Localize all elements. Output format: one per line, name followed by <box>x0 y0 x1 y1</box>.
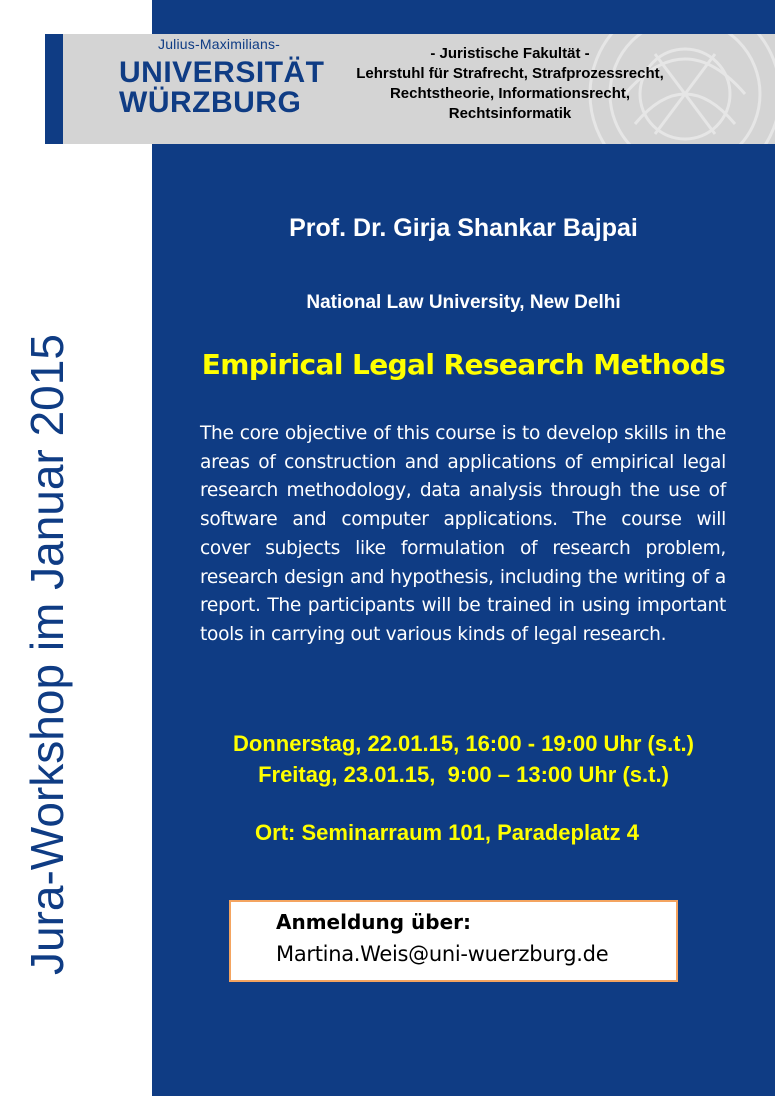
university-logo <box>63 34 325 144</box>
faculty-info <box>300 44 720 124</box>
logo-accent-block <box>45 34 63 144</box>
registration-label: Anmeldung über: <box>276 910 472 934</box>
registration-box <box>229 900 678 982</box>
logo-subtitle: Julius-Maximilians- <box>158 36 281 52</box>
schedule <box>152 728 775 790</box>
logo-line-universitaet: UNIVERSITÄT <box>119 56 325 89</box>
logo-line-wuerzburg: WÜRZBURG <box>119 86 302 119</box>
speaker-name: Prof. Dr. Girja Shankar Bajpai <box>289 214 638 242</box>
registration-email-link[interactable]: Martina.Weis@uni-wuerzburg.de <box>276 942 609 966</box>
location: Ort: Seminarraum 101, Paradeplatz 4 <box>255 820 639 845</box>
schedule-line-friday: Freitag, 23.01.15, 9:00 – 13:00 Uhr (s.t.) <box>258 762 669 787</box>
faculty-line: Lehrstuhl für Strafrecht, Strafprozessrecht, <box>356 65 664 82</box>
faculty-line: - Juristische Fakultät - <box>430 45 590 62</box>
course-description: The core objective of this course is to develop skills in the areas of construction and applications of empirical legal research methodology, data analysis through the use of software and computer applications. The course will cover subjects like formulation of research problem, research design and hypothesis, including the writing of a report. The participants will be trained in using important tools in carrying out various kinds of legal research. <box>200 423 726 645</box>
speaker-affiliation: National Law University, New Delhi <box>306 292 621 313</box>
side-title: Jura-Workshop im Januar 2015 <box>21 334 73 975</box>
faculty-line: Rechtstheorie, Informationsrecht, <box>389 85 631 102</box>
schedule-line-thursday: Donnerstag, 22.01.15, 16:00 - 19:00 Uhr (s.t.) <box>233 731 694 756</box>
faculty-line: Rechtsinformatik <box>448 105 572 122</box>
course-title: Empirical Legal Research Methods <box>201 348 726 381</box>
